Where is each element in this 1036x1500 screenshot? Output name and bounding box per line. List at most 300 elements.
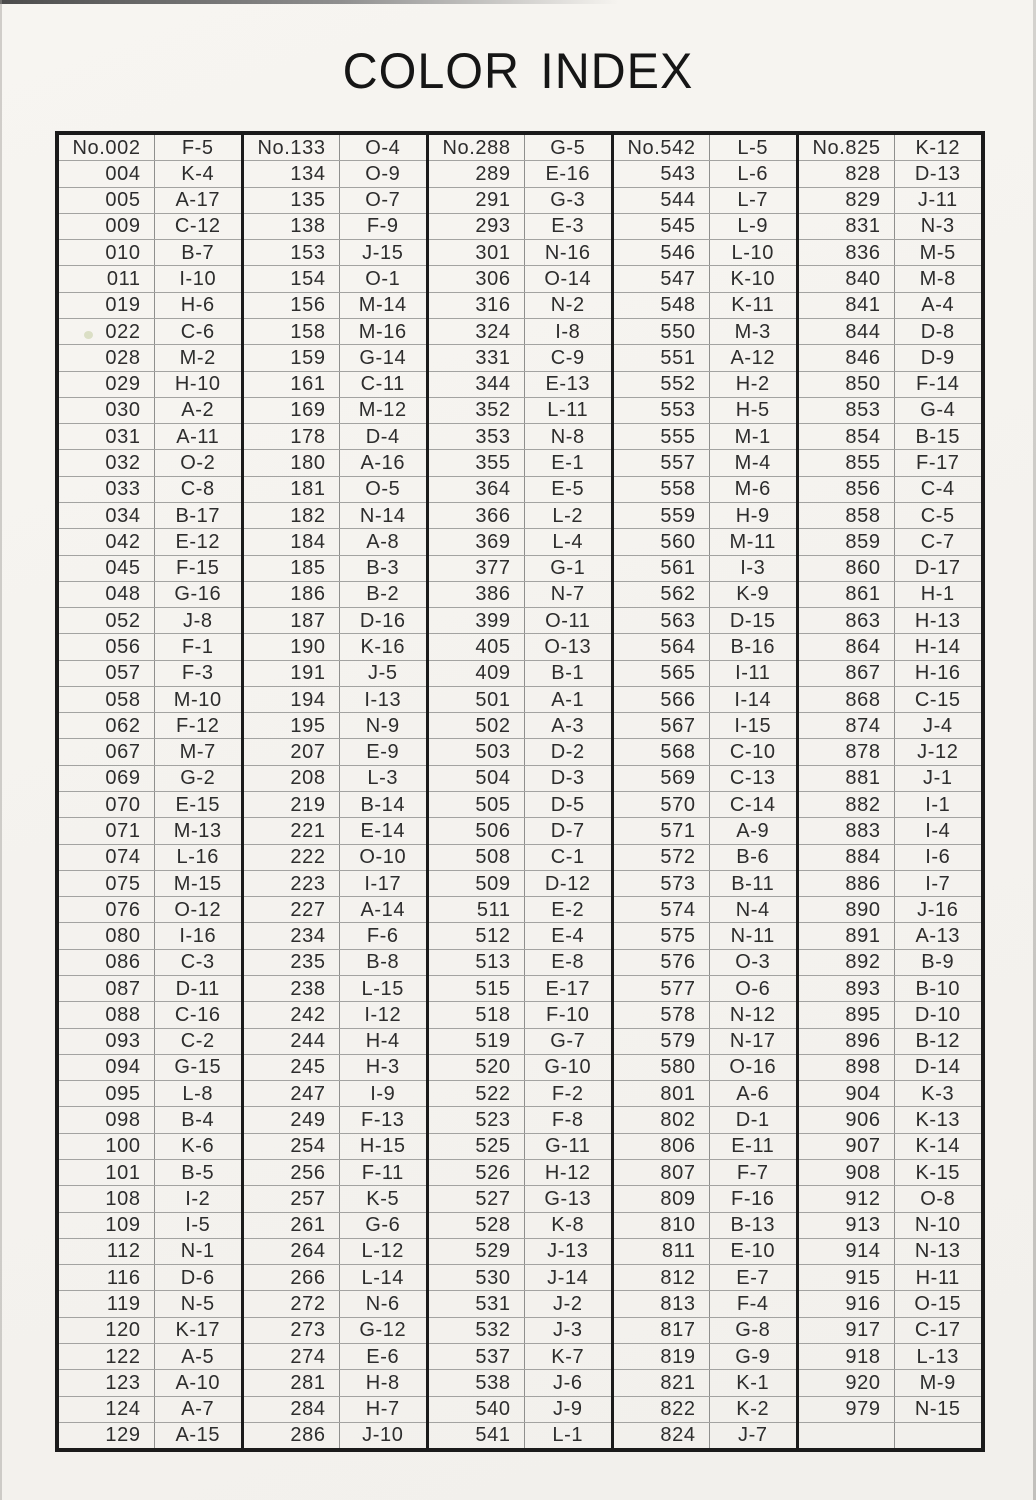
color-code-cell: C-6 <box>180 320 215 343</box>
table-row <box>799 239 981 265</box>
color-number-cell: 906 <box>799 1107 895 1132</box>
color-number-cell: 580 <box>614 1055 710 1080</box>
color-number-cell: 522 <box>429 1081 525 1106</box>
color-code-cell: M-12 <box>358 399 407 422</box>
column-group <box>59 135 241 1448</box>
color-number-cell: 824 <box>614 1423 710 1448</box>
color-number-cell: 504 <box>429 766 525 791</box>
color-number-cell: 234 <box>244 923 340 948</box>
color-code-cell: L-7 <box>737 189 769 212</box>
table-row <box>59 1422 241 1448</box>
table-row <box>244 213 426 239</box>
color-number-cell: 519 <box>429 1029 525 1054</box>
color-code-cell: O-14 <box>544 268 592 291</box>
table-row <box>614 528 796 554</box>
color-code-cell: N-7 <box>550 583 585 606</box>
color-code-cell: E-2 <box>551 898 585 921</box>
color-number-cell: No.542 <box>614 135 710 160</box>
table-row <box>429 476 611 502</box>
table-row <box>799 318 981 344</box>
color-number-cell: 829 <box>799 188 895 213</box>
color-number-cell: 916 <box>799 1291 895 1316</box>
color-code-cell: C-11 <box>360 373 405 396</box>
color-number-cell: 178 <box>244 424 340 449</box>
table-row <box>614 1343 796 1369</box>
table-row <box>59 712 241 738</box>
table-row <box>614 476 796 502</box>
table-row <box>614 712 796 738</box>
color-code-cell: A-11 <box>176 425 220 448</box>
color-code-cell: H-3 <box>365 1056 400 1079</box>
table-row <box>244 160 426 186</box>
color-number-cell: 159 <box>244 345 340 370</box>
table-row <box>429 318 611 344</box>
color-number-cell: 261 <box>244 1213 340 1238</box>
color-code-cell: D-13 <box>914 162 961 185</box>
table-row <box>59 633 241 659</box>
color-code-cell: B-2 <box>366 583 400 606</box>
color-number-cell: 543 <box>614 161 710 186</box>
table-row <box>429 528 611 554</box>
color-number-cell: 890 <box>799 897 895 922</box>
color-code-cell: F-4 <box>736 1293 769 1316</box>
table-row <box>614 607 796 633</box>
table-row <box>799 817 981 843</box>
color-number-cell: 908 <box>799 1160 895 1185</box>
color-number-cell: 208 <box>244 766 340 791</box>
table-row <box>429 633 611 659</box>
table-row <box>429 1106 611 1132</box>
color-number-cell: 034 <box>59 503 155 528</box>
color-number-cell: 324 <box>429 319 525 344</box>
color-number-cell: 254 <box>244 1134 340 1159</box>
color-code-cell: N-8 <box>550 425 585 448</box>
color-code-cell: I-14 <box>734 688 772 711</box>
color-number-cell: 810 <box>614 1213 710 1238</box>
color-number-cell: 306 <box>429 266 525 291</box>
table-row <box>59 371 241 397</box>
color-number-cell: 221 <box>244 818 340 843</box>
color-number-cell: 831 <box>799 214 895 239</box>
color-code-cell: I-4 <box>925 819 951 842</box>
color-code-cell: A-15 <box>175 1424 221 1447</box>
color-code-cell: N-16 <box>544 241 591 264</box>
table-row <box>59 1159 241 1185</box>
color-number-cell: 904 <box>799 1081 895 1106</box>
color-number-cell: 853 <box>799 398 895 423</box>
color-code-cell: O-13 <box>544 635 592 658</box>
table-row <box>59 1369 241 1395</box>
color-code-cell: G-3 <box>550 189 586 212</box>
color-number-cell: 070 <box>59 792 155 817</box>
table-row <box>244 660 426 686</box>
table-row <box>429 1001 611 1027</box>
color-code-cell: M-11 <box>729 530 777 553</box>
color-code-cell: J-7 <box>737 1424 768 1447</box>
color-code-cell: O-12 <box>174 898 222 921</box>
table-row <box>244 896 426 922</box>
color-number-cell: 284 <box>244 1397 340 1422</box>
color-code-cell: G-12 <box>359 1319 407 1342</box>
table-row <box>799 686 981 712</box>
color-code-cell: I-15 <box>734 714 772 737</box>
table-row <box>429 1422 611 1448</box>
color-number-cell: 579 <box>614 1029 710 1054</box>
color-code-cell: N-2 <box>550 294 585 317</box>
color-number-cell: 802 <box>614 1107 710 1132</box>
color-code-cell: J-4 <box>922 714 953 737</box>
table-row <box>244 1159 426 1185</box>
table-row <box>244 239 426 265</box>
column-group <box>426 135 611 1448</box>
color-code-cell: L-9 <box>737 215 769 238</box>
color-code-cell: O-6 <box>735 977 771 1000</box>
color-code-cell: B-9 <box>921 951 955 974</box>
color-code-cell: N-14 <box>359 504 406 527</box>
table-row <box>244 555 426 581</box>
color-code-cell: H-1 <box>920 583 955 606</box>
color-number-cell: 544 <box>614 188 710 213</box>
table-row <box>429 712 611 738</box>
color-code-cell: K-9 <box>736 583 770 606</box>
color-number-cell: 135 <box>244 188 340 213</box>
color-number-cell: 364 <box>429 477 525 502</box>
color-number-cell: 185 <box>244 556 340 581</box>
color-number-cell: 331 <box>429 345 525 370</box>
color-code-cell: B-13 <box>730 1214 776 1237</box>
color-code-cell: M-5 <box>919 241 956 264</box>
table-row <box>429 765 611 791</box>
table-row <box>429 449 611 475</box>
table-row <box>59 975 241 1001</box>
color-number-cell: 227 <box>244 897 340 922</box>
table-row <box>614 870 796 896</box>
color-number-cell: 256 <box>244 1160 340 1185</box>
table-row <box>799 791 981 817</box>
color-code-cell: J-6 <box>552 1371 583 1394</box>
color-code-cell: B-16 <box>730 635 776 658</box>
color-number-cell: 512 <box>429 923 525 948</box>
table-row <box>244 292 426 318</box>
color-code-cell: G-13 <box>544 1187 592 1210</box>
color-number-cell: 809 <box>614 1186 710 1211</box>
table-row <box>429 870 611 896</box>
color-code-cell: D-7 <box>550 819 585 842</box>
color-number-cell: 069 <box>59 766 155 791</box>
table-row <box>244 949 426 975</box>
color-code-cell: H-2 <box>735 373 770 396</box>
color-number-cell: 116 <box>59 1265 155 1290</box>
table-row <box>799 1185 981 1211</box>
table-row <box>799 1369 981 1395</box>
color-code-cell: E-10 <box>730 1240 776 1263</box>
color-code-cell: H-14 <box>914 635 961 658</box>
table-row <box>244 528 426 554</box>
color-code-cell: M-6 <box>734 478 771 501</box>
table-row <box>799 292 981 318</box>
color-code-cell: L-16 <box>176 846 219 869</box>
color-number-cell: 123 <box>59 1370 155 1395</box>
table-row <box>59 922 241 948</box>
color-code-cell: F-16 <box>731 1187 775 1210</box>
color-code-cell: F-9 <box>366 215 399 238</box>
color-code-cell: A-8 <box>366 530 400 553</box>
table-row <box>614 1028 796 1054</box>
color-number-cell: 537 <box>429 1344 525 1369</box>
table-row <box>244 1264 426 1290</box>
color-number-cell: 526 <box>429 1160 525 1185</box>
color-index-table <box>55 131 985 1452</box>
color-number-cell: 575 <box>614 923 710 948</box>
color-number-cell: 219 <box>244 792 340 817</box>
color-code-cell: E-11 <box>731 1135 775 1158</box>
color-number-cell: 161 <box>244 372 340 397</box>
color-code-cell: N-15 <box>914 1398 961 1421</box>
table-row <box>244 1106 426 1132</box>
table-row <box>429 1080 611 1106</box>
table-row <box>429 949 611 975</box>
color-code-cell: H-15 <box>359 1135 406 1158</box>
color-number-cell: 235 <box>244 950 340 975</box>
color-number-cell: 129 <box>59 1423 155 1448</box>
table-row <box>614 187 796 213</box>
color-number-cell: 158 <box>244 319 340 344</box>
color-code-cell: O-1 <box>365 268 401 291</box>
color-number-cell: 892 <box>799 950 895 975</box>
color-code-cell: G-10 <box>544 1056 592 1079</box>
table-row <box>429 1290 611 1316</box>
table-row <box>244 265 426 291</box>
color-number-cell: 576 <box>614 950 710 975</box>
color-number-cell: 272 <box>244 1291 340 1316</box>
table-row <box>614 239 796 265</box>
table-row <box>429 922 611 948</box>
color-number-cell: 264 <box>244 1239 340 1264</box>
table-row <box>59 949 241 975</box>
table-row <box>244 502 426 528</box>
color-code-cell: E-4 <box>551 925 585 948</box>
color-number-cell: 352 <box>429 398 525 423</box>
color-number-cell: 841 <box>799 293 895 318</box>
color-number-cell: 811 <box>614 1239 710 1264</box>
color-code-cell: D-14 <box>914 1056 961 1079</box>
color-number-cell: 153 <box>244 240 340 265</box>
color-code-cell: J-11 <box>917 189 958 212</box>
color-number-cell: 527 <box>429 1186 525 1211</box>
color-code-cell: G-2 <box>180 767 216 790</box>
table-row <box>429 371 611 397</box>
color-number-cell: 042 <box>59 529 155 554</box>
color-code-cell: H-6 <box>180 294 215 317</box>
color-code-cell: B-5 <box>181 1161 215 1184</box>
color-number-cell: 807 <box>614 1160 710 1185</box>
color-code-cell: F-12 <box>176 714 220 737</box>
color-number-cell: 180 <box>244 450 340 475</box>
color-code-cell: D-10 <box>914 1003 961 1026</box>
table-row <box>244 975 426 1001</box>
color-code-cell: F-17 <box>916 452 960 475</box>
color-code-cell: N-3 <box>920 215 955 238</box>
color-number-cell: 854 <box>799 424 895 449</box>
color-code-cell: L-6 <box>737 162 769 185</box>
color-number-cell: No.133 <box>244 135 340 160</box>
color-code-cell: D-11 <box>175 977 220 1000</box>
table-row <box>614 555 796 581</box>
table-row <box>429 187 611 213</box>
color-number-cell: 530 <box>429 1265 525 1290</box>
color-code-cell: G-4 <box>920 399 956 422</box>
color-number-cell: 812 <box>614 1265 710 1290</box>
color-number-cell: 882 <box>799 792 895 817</box>
table-row <box>244 187 426 213</box>
table-row <box>244 449 426 475</box>
color-code-cell: C-16 <box>174 1003 221 1026</box>
table-row <box>429 135 611 160</box>
color-code-cell: C-4 <box>920 478 955 501</box>
color-number-cell: 101 <box>59 1160 155 1185</box>
color-code-cell: N-10 <box>914 1214 961 1237</box>
table-row <box>614 633 796 659</box>
table-row <box>799 1106 981 1132</box>
color-number-cell: 075 <box>59 871 155 896</box>
color-number-cell: 860 <box>799 556 895 581</box>
color-number-cell: 567 <box>614 713 710 738</box>
color-code-cell: N-9 <box>365 714 400 737</box>
color-code-cell: D-2 <box>550 741 585 764</box>
table-row <box>59 1054 241 1080</box>
column-group <box>611 135 796 1448</box>
color-code-cell: H-12 <box>544 1161 591 1184</box>
color-code-cell: E-5 <box>551 478 585 501</box>
color-code-cell: H-4 <box>365 1030 400 1053</box>
color-code-cell: I-7 <box>925 872 951 895</box>
table-row <box>59 265 241 291</box>
color-number-cell: 547 <box>614 266 710 291</box>
table-row <box>799 633 981 659</box>
table-row <box>614 1159 796 1185</box>
color-number-cell: 119 <box>59 1291 155 1316</box>
color-code-cell: J-3 <box>552 1319 583 1342</box>
color-code-cell: H-7 <box>365 1398 400 1421</box>
color-code-cell: B-15 <box>915 425 961 448</box>
color-code-cell: C-9 <box>550 346 585 369</box>
color-number-cell: 011 <box>59 266 155 291</box>
color-code-cell: K-10 <box>730 268 776 291</box>
color-code-cell: G-14 <box>359 346 407 369</box>
table-row <box>59 686 241 712</box>
color-number-cell: 094 <box>59 1055 155 1080</box>
table-row <box>59 135 241 160</box>
color-code-cell: M-14 <box>358 294 407 317</box>
color-code-cell: F-7 <box>736 1161 769 1184</box>
color-number-cell: 856 <box>799 477 895 502</box>
table-row <box>59 660 241 686</box>
table-row <box>614 765 796 791</box>
color-code-cell: F-2 <box>551 1082 584 1105</box>
table-row <box>429 1159 611 1185</box>
table-row <box>244 817 426 843</box>
color-number-cell: 563 <box>614 608 710 633</box>
table-row <box>799 160 981 186</box>
color-number-cell: 134 <box>244 161 340 186</box>
color-code-cell: O-11 <box>545 609 591 632</box>
color-number-cell: 565 <box>614 661 710 686</box>
color-code-cell: H-11 <box>915 1266 960 1289</box>
table-row <box>59 528 241 554</box>
color-number-cell: 896 <box>799 1029 895 1054</box>
color-code-cell: A-14 <box>360 898 406 921</box>
color-code-cell: L-14 <box>361 1266 404 1289</box>
color-code-cell: A-12 <box>730 346 776 369</box>
color-code-cell: B-17 <box>175 504 221 527</box>
color-number-cell: 088 <box>59 1002 155 1027</box>
color-number-cell: 028 <box>59 345 155 370</box>
color-code-cell: H-10 <box>174 373 221 396</box>
table-row <box>244 791 426 817</box>
color-number-cell: 033 <box>59 477 155 502</box>
table-row <box>429 975 611 1001</box>
table-row <box>799 1133 981 1159</box>
color-number-cell: 190 <box>244 634 340 659</box>
color-code-cell: O-10 <box>359 846 407 869</box>
table-row <box>244 1028 426 1054</box>
color-code-cell: N-11 <box>730 925 775 948</box>
table-row <box>799 135 981 160</box>
color-code-cell: B-10 <box>915 977 961 1000</box>
color-number-cell: 194 <box>244 687 340 712</box>
color-code-cell: A-1 <box>551 688 585 711</box>
table-row <box>429 292 611 318</box>
color-code-cell: K-12 <box>915 136 961 159</box>
color-code-cell: G-15 <box>174 1056 222 1079</box>
color-number-cell: 893 <box>799 976 895 1001</box>
color-code-cell: L-11 <box>547 399 589 422</box>
color-number-cell: 506 <box>429 818 525 843</box>
color-number-cell: 891 <box>799 923 895 948</box>
color-number-cell: 366 <box>429 503 525 528</box>
color-number-cell: 898 <box>799 1055 895 1080</box>
table-row <box>429 844 611 870</box>
color-number-cell: 520 <box>429 1055 525 1080</box>
table-row <box>799 555 981 581</box>
color-number-cell: 045 <box>59 556 155 581</box>
color-number-cell: 086 <box>59 950 155 975</box>
color-code-cell: I-17 <box>364 872 402 895</box>
table-row <box>59 318 241 344</box>
color-code-cell: C-14 <box>729 793 776 816</box>
color-number-cell: 181 <box>244 477 340 502</box>
color-number-cell: 242 <box>244 1002 340 1027</box>
color-number-cell: 087 <box>59 976 155 1001</box>
color-code-cell <box>895 1423 981 1448</box>
table-row <box>799 187 981 213</box>
color-code-cell: H-9 <box>735 504 770 527</box>
color-code-cell: B-3 <box>366 557 400 580</box>
color-number-cell: 052 <box>59 608 155 633</box>
color-number-cell: 884 <box>799 845 895 870</box>
color-code-cell: G-11 <box>545 1135 591 1158</box>
color-number-cell: 545 <box>614 214 710 239</box>
color-code-cell: A-3 <box>551 714 585 737</box>
color-code-cell: B-1 <box>551 662 585 685</box>
table-row <box>799 502 981 528</box>
table-row <box>244 607 426 633</box>
table-row <box>799 1159 981 1185</box>
color-code-cell: E-17 <box>545 977 591 1000</box>
table-row <box>59 1290 241 1316</box>
table-row <box>799 922 981 948</box>
color-code-cell: C-2 <box>180 1030 215 1053</box>
